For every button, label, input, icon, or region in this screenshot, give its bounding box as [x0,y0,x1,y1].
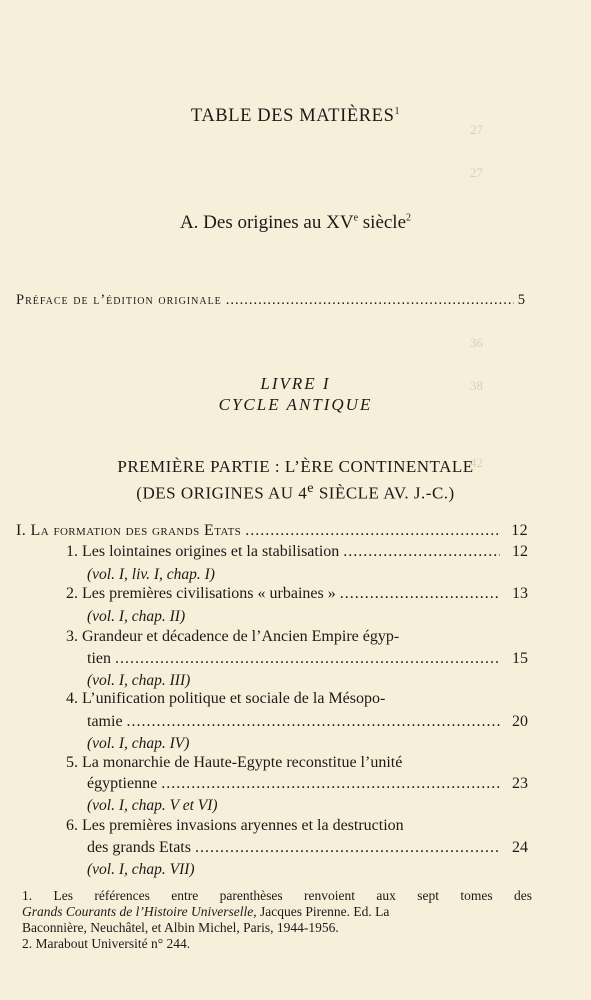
footnote-1-cont: Baconnière, Neuchâtel, et Albin Michel, Paris, 1944-1956. [22,920,339,935]
show-through-mark: 27 [470,122,483,137]
leader-dots [340,585,500,603]
toc-entry-line: 6. Les premières invasions aryennes et la destruction [66,817,404,834]
leader-dots [245,522,500,540]
volume-reference: (vol. I, chap. IV) [87,735,190,752]
toc-entry: 2. Les premières civilisations « urbaines » ..... 13 [66,585,528,603]
page-number: 12 [511,522,528,539]
entry-label: I. La formation des grands Etats [16,522,242,539]
toc-entry: des grands Etats ..... 24 [87,839,528,857]
footnote-ref: 1 [394,106,401,117]
page-number: 23 [512,775,528,792]
toc-entry-preface [16,292,526,309]
show-through-mark: 38 [470,378,483,393]
toc-entry: tien ..... 15 [87,650,528,668]
book-heading: LIVRE I [260,374,331,393]
show-through-mark: 36 [470,335,483,350]
section-title: A. Des origines au XVe siècle$^2$ [179,212,412,233]
toc-entry-line: 5. La monarchie de Haute-Egypte reconstitue l’unité [66,754,403,771]
leader-dots [195,839,500,857]
toc-entry-line: 4. L’unification politique et sociale de la Mésopo- [66,690,386,707]
volume-reference: (vol. I, chap. V et VI) [87,797,218,814]
footnote-ref: 2 [406,212,412,224]
toc-title: TABLE DES MATIÈRES$^1$ [190,106,401,127]
leader-dots [115,650,500,668]
page-number: 15 [512,650,528,667]
part-heading-line1: PREMIÈRE PARTIE : L’ÈRE CONTINENTALE [117,457,474,476]
toc-entry-line: 3. Grandeur et décadence de l’Ancien Empire égyp- [66,628,400,645]
leader-dots [161,775,500,793]
entry-label: Préface de l’édition originale [16,292,222,308]
volume-reference: (vol. I, chap. VII) [87,861,195,878]
cycle-heading: CYCLE ANTIQUE [218,395,373,414]
page-number: 24 [512,839,528,856]
page-number: 20 [512,713,528,730]
toc-chapter-entry [16,522,528,540]
volume-reference: (vol. I, chap. II) [87,608,186,625]
leader-dots [127,713,500,731]
toc-entry: 1. Les lointaines origines et la stabilisation ..... 12 [66,543,528,561]
footnote-2: 2. Marabout Université n° 244. [22,936,191,951]
leader-dots [343,543,500,561]
leader-dots [226,292,514,309]
footnote-1: 1. Les références entre parenthèses renvoient aux sept tomes des [22,888,532,903]
show-through-mark: 42 [470,455,483,470]
toc-entry: égyptienne ..... 23 [87,775,528,793]
volume-reference: (vol. I, chap. III) [87,672,191,689]
page-number: 12 [512,543,528,560]
footnote-1-cont: Grands Courants de l’Histoire Universelle , Jacques Pirenne. Ed. La [22,904,390,919]
toc-entry: tamie ..... 20 [87,713,528,731]
volume-reference: (vol. I, liv. I, chap. I) [87,566,215,583]
show-through-mark: 27 [470,165,483,180]
part-heading-line2: (DES ORIGINES AU 4e SIÈCLE AV. J.-C.) [136,480,455,503]
page-number: 5 [517,292,526,308]
page-number: 13 [512,585,528,602]
